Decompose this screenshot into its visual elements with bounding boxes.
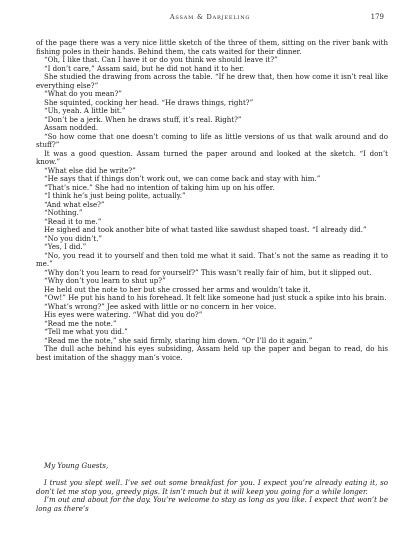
paragraph: “Read me the note,” she said firmly, staring him down. “Or I’ll do it again.” bbox=[44, 335, 313, 345]
paragraph: The dull ache behind his eyes subsiding, Assam held up the paper and began to read, do his best imitation of the shaggy man’s voice. bbox=[36, 344, 388, 362]
paragraph: “He says that if things don’t work out, we can come back and stay with him.” bbox=[44, 174, 321, 183]
paragraph: “Ow!” He put his hand to his forehead. It felt like someone had just stuck a spike into his brain. bbox=[44, 293, 387, 302]
letter-paragraph: I’m out and about for the day. You’re welcome to stay as long as you like. I expect that won’t be long as there’s bbox=[36, 495, 388, 513]
paragraph: “I think he’s just being polite, actually.” bbox=[44, 191, 186, 200]
running-head bbox=[36, 13, 384, 25]
paragraph: “That’s nice.” She had no intention of taking him up on his offer. bbox=[44, 182, 275, 192]
paragraph: “Tell me what you did.” bbox=[44, 327, 128, 336]
paragraph: of the page there was a very nice little sketch of the three of them, sitting on the river bank with fishing poles in their hands. Behind them, the cats waited for their dinner. bbox=[36, 38, 388, 56]
paragraph: “I don’t care,” Assam said, but he did not hand it to her. bbox=[44, 63, 245, 73]
paragraph: “What else did he write?” bbox=[44, 165, 136, 175]
running-title: Assam & Darjeeling bbox=[169, 13, 251, 21]
paragraph: “Read me the note.” bbox=[44, 318, 117, 328]
paragraph: “Read it to me.” bbox=[44, 216, 102, 226]
paragraph: “Uh, yeah. A little bit.” bbox=[44, 106, 126, 115]
paragraph: His eyes were watering. “What did you do?” bbox=[44, 310, 203, 319]
paragraph: He held out the note to her but she crossed her arms and wouldn’t take it. bbox=[44, 284, 311, 294]
paragraph: She studied the drawing from across the table. “If he drew that, then how come it isn’t real like everything else?” bbox=[36, 72, 388, 90]
page-number: 179 bbox=[370, 13, 384, 21]
paragraph: “Why don’t you learn to read for yourself?” This wasn’t really fair of him, but it slipped out. bbox=[44, 267, 372, 277]
paragraph: “No, you read it to yourself and then told me what it said. That’s not the same as reading it to me.” bbox=[36, 250, 388, 268]
letter-paragraph: I trust you slept well. I’ve set out some breakfast for you. I expect you’re already eating it, so don’t let me stop you, greedy pigs. It isn’t much but it will keep you going for a while longer. bbox=[36, 478, 388, 496]
letter-salutation: My Young Guests, bbox=[44, 461, 109, 470]
letter bbox=[36, 462, 388, 514]
paragraph: “Why don’t you learn to shut up?” bbox=[44, 276, 166, 285]
paragraph: It was a good question. Assam turned the paper around and looked at the sketch. “I don’t know.” bbox=[36, 148, 388, 166]
paragraph: “What’s wrong?” Jee asked with little or no concern in her voice. bbox=[44, 301, 277, 311]
paragraph: Assam nodded. bbox=[44, 123, 99, 132]
paragraph: He sighed and took another bite of what tasted like sawdust shaped toast. “I already did.” bbox=[44, 225, 367, 234]
paragraph: “So how come that one doesn’t coming to life as little versions of us that walk around and do stuff?” bbox=[36, 131, 388, 149]
paragraph: She squinted, cocking her head. “He draws things, right?” bbox=[44, 97, 254, 107]
paragraph: “What do you mean?” bbox=[44, 89, 122, 98]
paragraph: “And what else?” bbox=[44, 199, 105, 209]
body-text bbox=[36, 39, 388, 362]
paragraph: “Don’t be a jerk. When he draws stuff, it’s real. Right?” bbox=[44, 114, 242, 124]
paragraph: “Oh, I like that. Can I have it or do you think we should leave it?” bbox=[44, 55, 278, 64]
paragraph: “Nothing.” bbox=[44, 208, 83, 217]
paragraph: “No you didn’t.” bbox=[44, 233, 102, 243]
paragraph: “Yes, I did.” bbox=[44, 242, 87, 251]
